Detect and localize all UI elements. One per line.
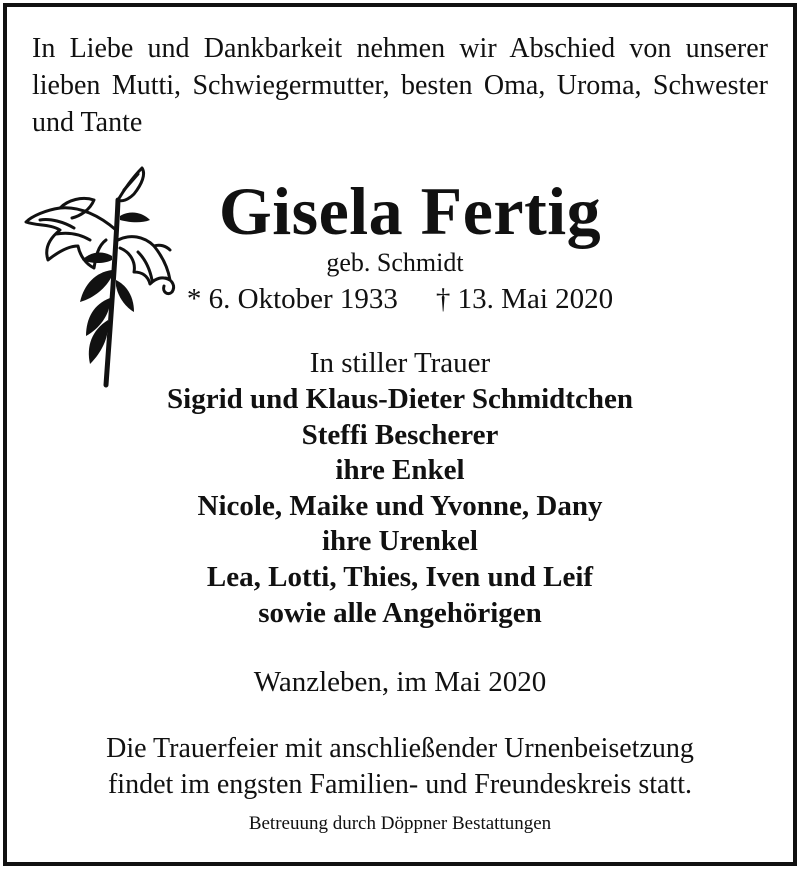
service-line: Die Trauerfeier mit anschließender Urnenbeisetzung [106, 733, 694, 764]
mourner-line: Lea, Lotti, Thies, Iven und Leif [206, 560, 594, 593]
mourning-intro: In stiller Trauer [309, 347, 491, 379]
service-info [0, 731, 800, 803]
death-date: † 13. Mai 2020 [435, 283, 614, 315]
mourner-line: sowie alle Angehörigen [258, 596, 542, 629]
birth-name: geb. Schmidt [326, 248, 464, 277]
deceased-name: Gisela Fertig [218, 173, 602, 249]
funeral-home: Betreuung durch Döppner Bestattungen [248, 813, 552, 834]
mourner-line: ihre Urenkel [321, 525, 478, 558]
service-line: findet im engsten Familien- und Freundeskreis statt. [107, 769, 692, 800]
place-date: Wanzleben, im Mai 2020 [253, 666, 547, 698]
birth-date: * 6. Oktober 1933 [186, 283, 398, 315]
life-dates [150, 282, 650, 316]
mourner-line: Sigrid und Klaus-Dieter Schmidtchen [167, 383, 633, 415]
mourner-line: Steffi Bescherer [301, 418, 499, 451]
mourner-line: Nicole, Maike und Yvonne, Dany [197, 489, 603, 522]
mourners-list [0, 382, 800, 631]
intro-text: In Liebe und Dankbarkeit nehmen wir Abschied von unserer lieben Mutti, Schwiegermutter, besten Oma, Uroma, Schwester und Tante [32, 33, 768, 138]
mourner-line: ihre Enkel [335, 454, 465, 487]
